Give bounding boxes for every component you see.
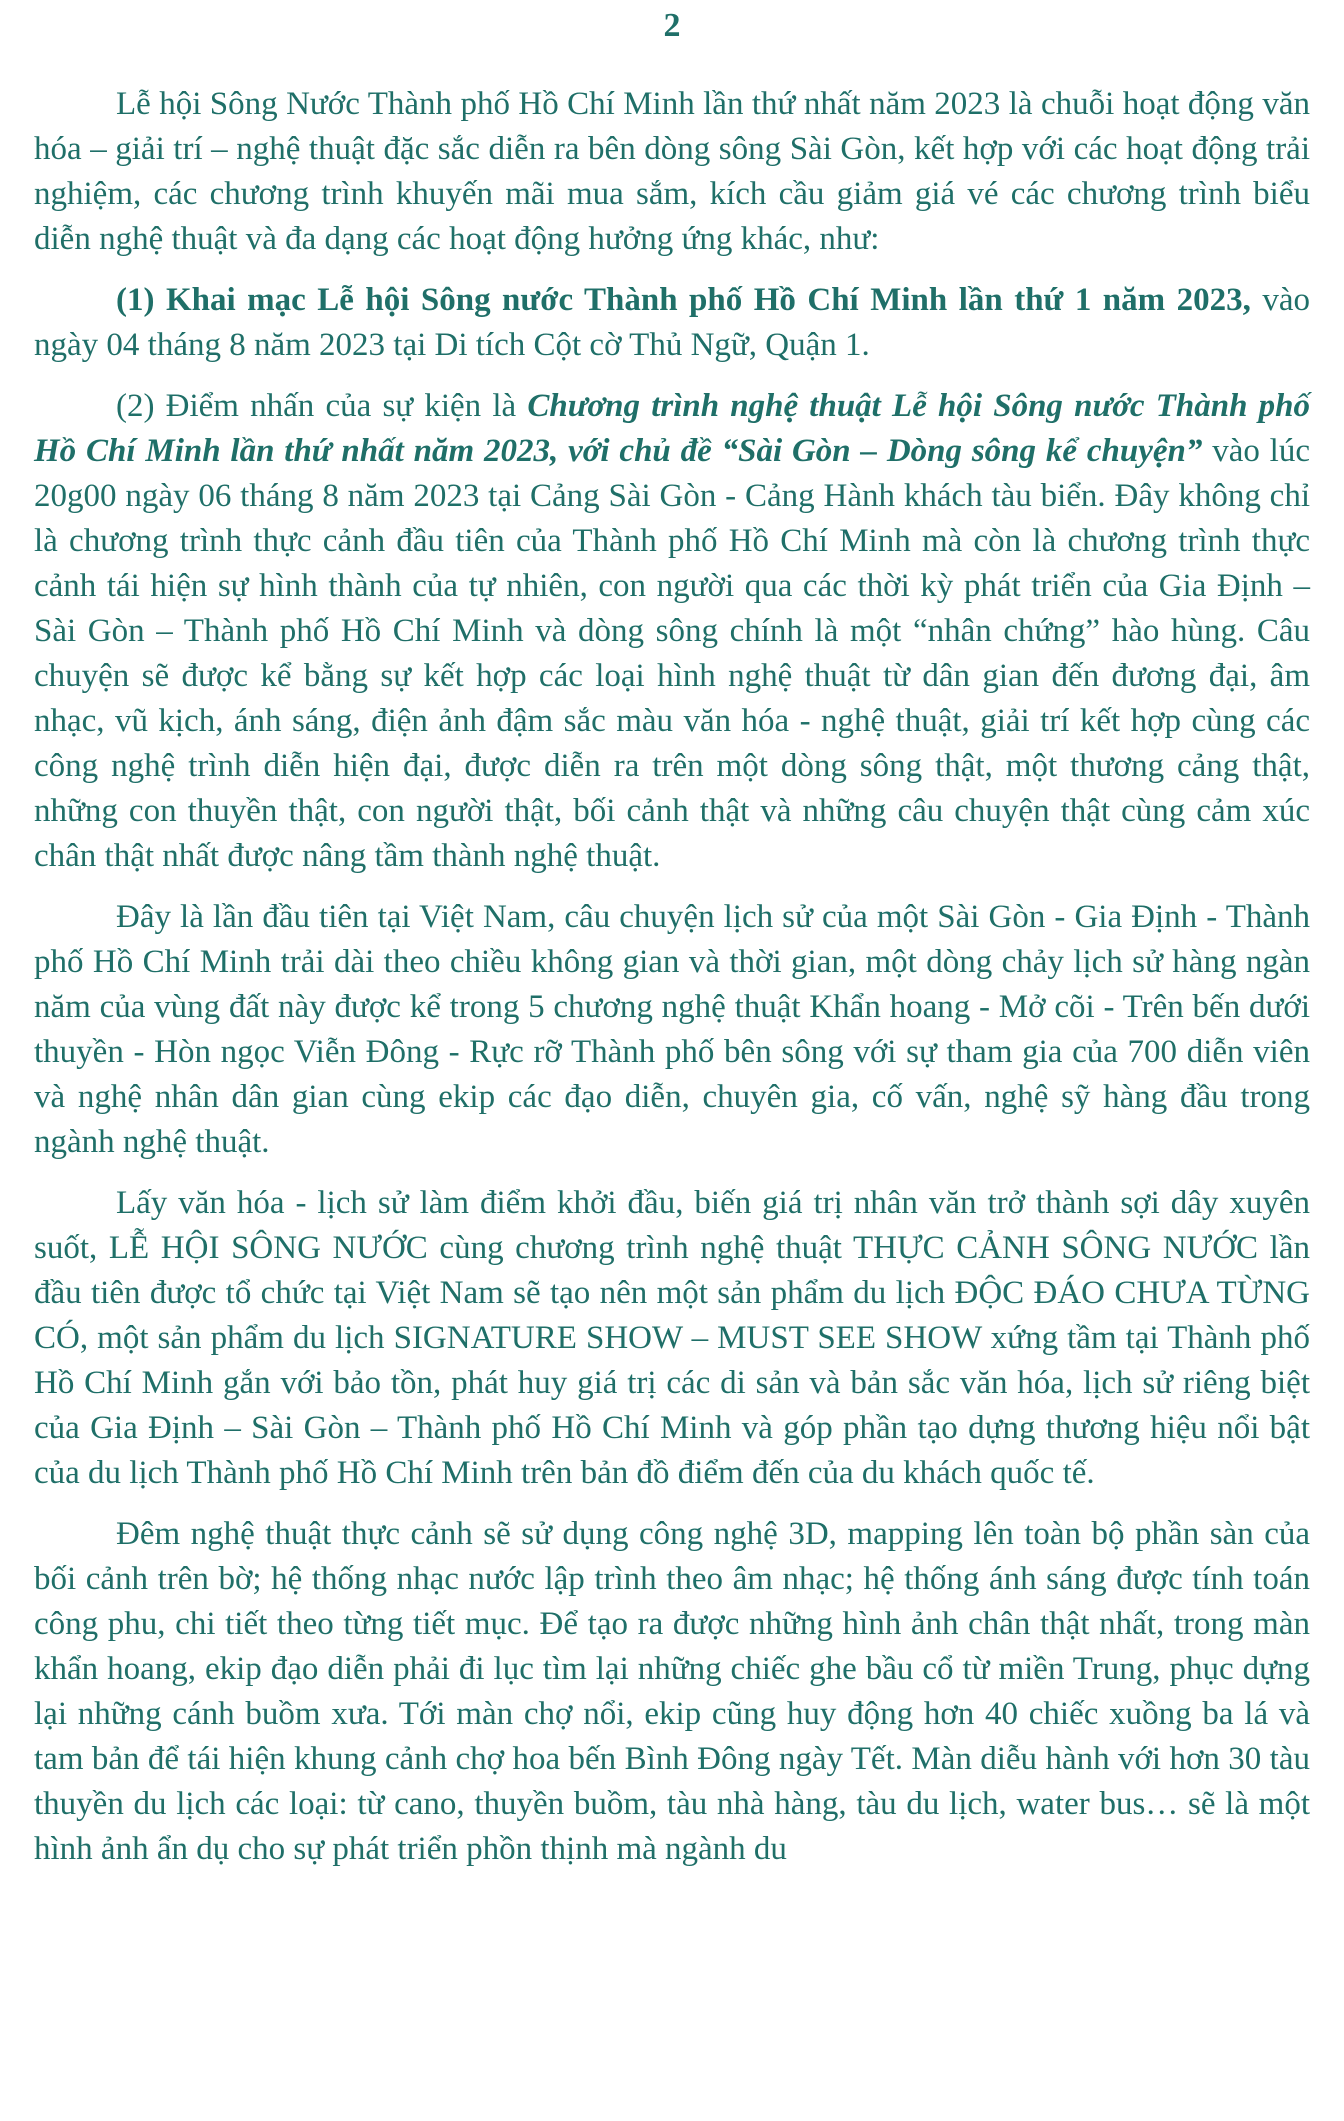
paragraph-opening-ceremony xyxy=(34,278,1310,368)
art-program-lead: (2) Điểm nhấn của sự kiện là xyxy=(116,388,528,424)
page-number: 2 xyxy=(663,7,681,44)
opening-ceremony-title: (1) Khai mạc Lễ hội Sông nước Thành phố Hồ Chí Minh lần thứ 1 năm 2023, xyxy=(116,282,1251,318)
paragraph-culture-history: Lấy văn hóa - lịch sử làm điểm khởi đầu, biến giá trị nhân văn trở thành sợi dây xuyên suốt, LỄ HỘI SÔNG NƯỚC cùng chương trình nghệ thuật THỰC CẢNH SÔNG NƯỚC lần đầu tiên được tổ chức tại Việt Nam sẽ tạo nên một sản phẩm du lịch ĐỘC ĐÁO CHƯA TỪNG CÓ, một sản phẩm du lịch SIGNATURE SHOW – MUST SEE SHOW xứng tầm tại Thành phố Hồ Chí Minh gắn với bảo tồn, phát huy giá trị các di sản và bản sắc văn hóa, lịch sử riêng biệt của Gia Định – Sài Gòn – Thành phố Hồ Chí Minh và góp phần tạo dựng thương hiệu nổi bật của du lịch Thành phố Hồ Chí Minh trên bản đồ điểm đến của du khách quốc tế. xyxy=(34,1185,1310,1491)
art-program-details: vào lúc 20g00 ngày 06 tháng 8 năm 2023 tại Cảng Sài Gòn - Cảng Hành khách tàu biển. Đây không chỉ là chương trình thực cảnh đầu tiên của Thành phố Hồ Chí Minh mà còn là chương trình thực cảnh tái hiện sự hình thành của tự nhiên, con người qua các thời kỳ phát triển của Gia Định – Sài Gòn – Thành phố Hồ Chí Minh và dòng sông chính là một “nhân chứng” hào hùng. Câu chuyện sẽ được kể bằng sự kết hợp các loại hình nghệ thuật từ dân gian đến đương đại, âm nhạc, vũ kịch, ánh sáng, điện ảnh đậm sắc màu văn hóa - nghệ thuật, giải trí kết hợp cùng các công nghệ trình diễn hiện đại, được diễn ra trên một dòng sông thật, một thương cảng thật, những con thuyền thật, con người thật, bối cảnh thật và những câu chuyện thật cùng cảm xúc chân thật nhất được nâng tầm thành nghệ thuật. xyxy=(34,433,1310,874)
paragraph-technology: Đêm nghệ thuật thực cảnh sẽ sử dụng công nghệ 3D, mapping lên toàn bộ phần sàn của bối cảnh trên bờ; hệ thống nhạc nước lập trình theo âm nhạc; hệ thống ánh sáng được tính toán công phu, chi tiết theo từng tiết mục. Để tạo ra được những hình ảnh chân thật nhất, trong màn khẩn hoang, ekip đạo diễn phải đi lục tìm lại những chiếc ghe bầu cổ từ miền Trung, phục dựng lại những cánh buồm xưa. Tới màn chợ nổi, ekip cũng huy động hơn 40 chiếc xuồng ba lá và tam bản để tái hiện khung cảnh chợ hoa bến Bình Đông ngày Tết. Màn diễu hành với hơn 30 tàu thuyền du lịch các loại: từ cano, thuyền buồm, tàu nhà hàng, tàu du lịch, water bus… sẽ là một hình ảnh ẩn dụ cho sự phát triển phồn thịnh mà ngành du xyxy=(34,1516,1310,1867)
paragraph-intro: Lễ hội Sông Nước Thành phố Hồ Chí Minh lần thứ nhất năm 2023 là chuỗi hoạt động văn hóa – giải trí – nghệ thuật đặc sắc diễn ra bên dòng sông Sài Gòn, kết hợp với các hoạt động trải nghiệm, các chương trình khuyến mãi mua sắm, kích cầu giảm giá vé các chương trình biểu diễn nghệ thuật và đa dạng các hoạt động hưởng ứng khác, như: xyxy=(34,86,1310,257)
opening-ceremony-details: vào ngày 04 tháng 8 năm 2023 tại Di tích Cột cờ Thủ Ngữ, Quận 1. xyxy=(34,282,1310,363)
paragraph-art-program xyxy=(34,384,1310,879)
art-program-title: Chương trình nghệ thuật Lễ hội Sông nước Thành phố Hồ Chí Minh lần thứ nhất năm 2023, với chủ đề “Sài Gòn – Dòng sông kể chuyện” xyxy=(34,388,1311,469)
paragraph-history-story: Đây là lần đầu tiên tại Việt Nam, câu chuyện lịch sử của một Sài Gòn - Gia Định - Thành phố Hồ Chí Minh trải dài theo chiều không gian và thời gian, một dòng chảy lịch sử hàng ngàn năm của vùng đất này được kể trong 5 chương nghệ thuật Khẩn hoang - Mở cõi - Trên bến dưới thuyền - Hòn ngọc Viễn Đông - Rực rỡ Thành phố bên sông với sự tham gia của 700 diễn viên và nghệ nhân dân gian cùng ekip các đạo diễn, chuyên gia, cố vấn, nghệ sỹ hàng đầu trong ngành nghệ thuật. xyxy=(34,899,1310,1160)
